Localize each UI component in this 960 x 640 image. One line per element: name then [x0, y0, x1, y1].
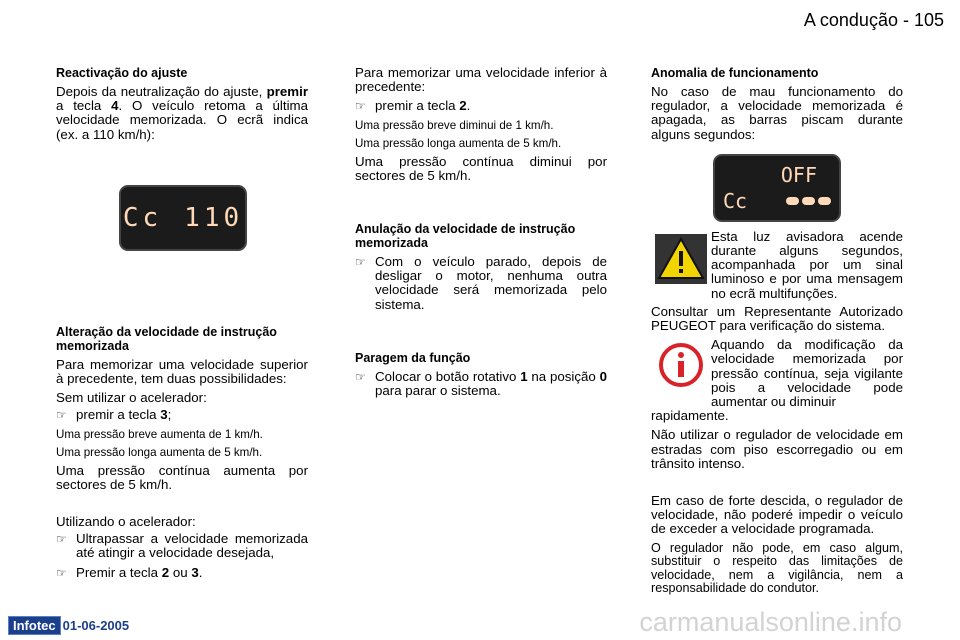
display-dashes [786, 197, 831, 205]
display-speed: 110 [184, 202, 244, 233]
heading-reactivation: Reactivação do ajuste [56, 66, 188, 80]
cruise-display-110 [119, 185, 247, 251]
bullet-press-key-2: ☞ premir a tecla 2. [355, 98, 471, 114]
page-title: A condução - 105 [803, 10, 944, 30]
short-press-increase: Uma pressão breve aumenta de 1 km/h. [56, 427, 263, 441]
column-2 [355, 66, 607, 403]
short-press-decrease: Uma pressão breve diminui de 1 km/h. [355, 118, 554, 132]
finger-pointer-icon: ☞ [355, 369, 366, 384]
without-accelerator: Sem utilizar o acelerador: [56, 390, 207, 406]
cruise-display-off [713, 154, 841, 222]
consult-text: Consultar um Representante Autorizado PEUGEOT para verificação do sistema. [651, 303, 903, 334]
bullet-cancel-speed: ☞ Com o veículo parado, depois de desligar o motor, nenhuma outra velocidade será memorizada pelo sistema. [355, 254, 607, 312]
descent-text: Em caso de forte descida, o regulador de velocidade, não poderé impedir o veículo de exceder a velocidade programada. [651, 493, 903, 537]
finger-pointer-icon: ☞ [56, 408, 67, 423]
warning-note: Esta luz avisadora acende durante alguns segundos, acompanhada por um sinal luminoso e por uma mensagem no ecrã multifunções. [651, 230, 903, 301]
reactivation-text: Depois da neutralização do ajuste, premir a tecla 4. O veículo retoma a última velocidade memorizada. O ecrã indica (ex. a 110 km/h): [56, 84, 308, 142]
long-press-decrease: Uma pressão longa aumenta de 5 km/h. [355, 136, 562, 150]
continuous-press-increase: Uma pressão contínua aumenta por sectores de 5 km/h. [56, 462, 308, 492]
bullet-stop-function: ☞ Colocar o botão rotativo 1 na posição 0 para parar o sistema. [355, 368, 607, 399]
display-off-label: OFF [780, 162, 817, 187]
info-circle-icon [651, 338, 711, 409]
using-accelerator: Utilizando o acelerador: [56, 514, 196, 530]
heading-change-speed: Alteração da velocidade de instrução memorizada [56, 324, 277, 353]
watermark: carmanualsonline.info [639, 607, 902, 637]
bullet-press-key-3: ☞ premir a tecla 3; [56, 407, 172, 423]
heading-stop-function: Paragem da função [355, 350, 471, 365]
heading-malfunction: Anomalia de funcionamento [651, 66, 819, 80]
finger-pointer-icon: ☞ [355, 255, 366, 270]
no-use-text: Não utilizar o regulador de velocidade em estradas com piso escorregadio ou em trânsito intenso. [651, 427, 903, 471]
malfunction-text: No caso de mau funcionamento do regulador, a velocidade memorizada é apagada, as barras piscam durante alguns segundos: [651, 84, 903, 142]
finger-pointer-icon: ☞ [56, 565, 67, 580]
bullet-exceed-speed: ☞ Ultrapassar a velocidade memorizada até atingir a velocidade desejada, [56, 531, 308, 561]
heading-cancel-speed: Anulação da velocidade de instrução memorizada [355, 222, 576, 251]
decrease-intro: Para memorizar uma velocidade inferior à precedente: [355, 65, 607, 95]
infotec-logo: Infotec [8, 616, 61, 635]
footer-date: 01-06-2005 [62, 618, 130, 633]
bullet-press-2-or-3: ☞ Premir a tecla 2 ou 3. [56, 564, 203, 580]
display-cc-label: Cc [122, 202, 163, 233]
long-press-increase: Uma pressão longa aumenta de 5 km/h. [56, 445, 263, 459]
info-note-continued: rapidamente. [651, 408, 729, 424]
finger-pointer-icon: ☞ [56, 532, 67, 547]
display-cc-label: Cc [723, 188, 748, 213]
continuous-press-decrease: Uma pressão contínua diminui por sectores de 5 km/h. [355, 153, 607, 183]
info-note: Aquando da modificação da velocidade memorizada por pressão contínua, seja vigilante pois a velocidade pode aumentar ou diminuir [651, 338, 903, 409]
column-3 [651, 66, 903, 601]
change-speed-intro: Para memorizar uma velocidade superior à precedente, tem duas possibilidades: [56, 356, 308, 387]
finger-pointer-icon: ☞ [355, 99, 366, 114]
limits-text: O regulador não pode, em caso algum, substituir o respeito das limitações de velocidade, nem a vigilância, nem a responsabilidade do condutor. [651, 540, 903, 596]
column-1 [56, 66, 308, 585]
warning-triangle-icon [651, 230, 711, 301]
footer [8, 616, 129, 635]
